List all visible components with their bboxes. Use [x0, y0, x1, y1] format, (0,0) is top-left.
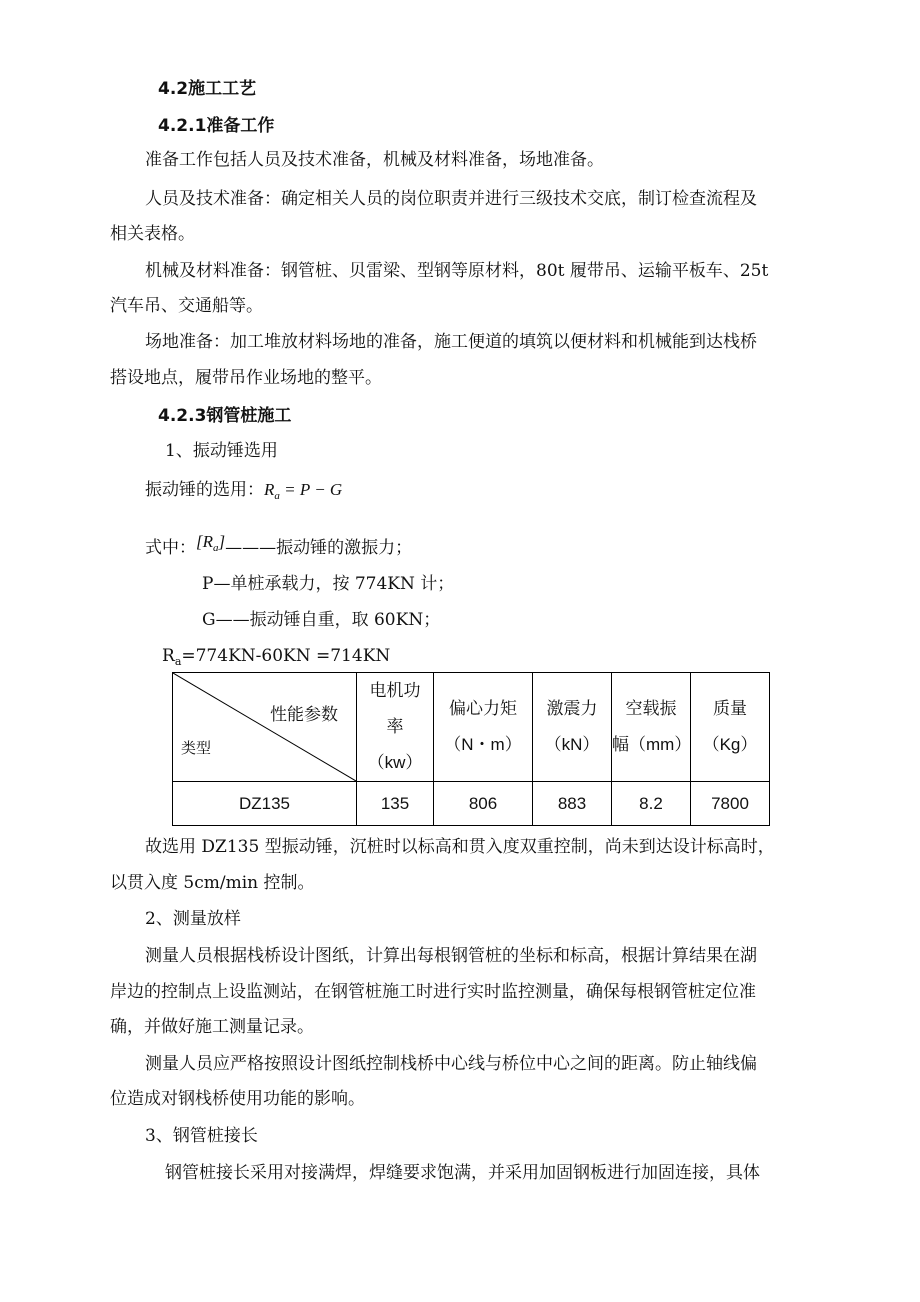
cell-force: 883 [533, 782, 612, 826]
force-header-line2: （kN） [544, 735, 600, 754]
cell-type: DZ135 [173, 782, 357, 826]
power-header-line2: 率 [386, 717, 404, 736]
paragraph-site-2: 搭设地点，履带吊作业场地的整平。 [110, 368, 382, 388]
subsection-3: 3、钢管桩接长 [145, 1126, 258, 1146]
definition-p: P—单桩承载力，按 774KN 计； [202, 574, 455, 594]
heading-4-2-3: 4.2.3钢管桩施工 [158, 406, 292, 426]
formula-label: 振动锤的选用： [145, 480, 264, 500]
heading-4-2-1: 4.2.1准备工作 [158, 116, 275, 136]
definition-symbol: $[R_a]$ [196, 532, 226, 554]
cell-moment: 806 [434, 782, 533, 826]
column-header-moment [434, 673, 533, 782]
paragraph-personnel-1: 人员及技术准备：确定相关人员的岗位职责并进行三级技术交底，制订检查流程及 [145, 189, 757, 209]
cell-power: 135 [357, 782, 434, 826]
definition-ra-text: ———振动锤的激振力； [225, 538, 413, 558]
header-param-label: 性能参数 [270, 705, 338, 724]
paragraph-selection-1: 故选用 DZ135 型振动锤，沉桩时以标高和贯入度双重控制，尚未到达设计标高时， [145, 837, 775, 857]
definition-g: G——振动锤自重，取 60KN； [202, 610, 441, 630]
column-header-power [357, 673, 434, 782]
table-row [173, 782, 770, 826]
paragraph-site-1: 场地准备：加工堆放材料场地的准备，施工便道的填筑以便材料和机械能到达栈桥 [145, 332, 757, 352]
mass-header-line1: 质量 [713, 699, 747, 718]
calculation-line: $R_a=774KN-60KN =714KN$ [162, 646, 391, 668]
paragraph-selection-2: 以贯入度 5cm/min 控制。 [110, 873, 315, 893]
definition-prefix: 式中： [145, 538, 196, 558]
paragraph-axis-2: 位造成对钢栈桥使用功能的影响。 [110, 1089, 365, 1109]
force-header-line1: 激震力 [546, 699, 598, 718]
table-diagonal-header [173, 673, 357, 782]
amplitude-header-line1: 空载振 [625, 699, 677, 718]
power-header-line3: （kw） [367, 753, 423, 772]
formula-expression: $R_a = P - G$ [264, 480, 343, 502]
paragraph-survey-2: 岸边的控制点上设监测站，在钢管桩施工时进行实时监控测量，确保每根钢管桩定位准 [110, 982, 756, 1002]
column-header-mass [691, 673, 770, 782]
amplitude-header-line2: 幅（mm） [612, 735, 692, 754]
paragraph-splice: 钢管桩接长采用对接满焊，焊缝要求饱满，并采用加固钢板进行加固连接，具体 [165, 1163, 760, 1183]
diagonal-line [173, 673, 356, 781]
heading-4-2: 4.2施工工艺 [158, 79, 257, 99]
vibration-hammer-table [172, 672, 770, 826]
paragraph-machinery-2: 汽车吊、交通船等。 [110, 296, 263, 316]
formula-line [145, 479, 342, 507]
header-type-label: 类型 [181, 740, 212, 757]
paragraph-machinery-1: 机械及材料准备：钢管桩、贝雷梁、型钢等原材料，80t 履带吊、运输平板车、25t [145, 261, 769, 281]
definition-ra [145, 532, 413, 565]
paragraph-survey-1: 测量人员根据栈桥设计图纸，计算出每根钢管桩的坐标和标高，根据计算结果在湖 [145, 946, 757, 966]
moment-header-line2: （N・m） [444, 735, 522, 754]
table-header-row [173, 673, 770, 782]
moment-header-line1: 偏心力矩 [449, 699, 517, 718]
cell-mass: 7800 [691, 782, 770, 826]
subsection-1: 1、振动锤选用 [165, 441, 278, 461]
power-header-line1: 电机功 [369, 681, 421, 700]
paragraph-axis-1: 测量人员应严格按照设计图纸控制栈桥中心线与桥位中心之间的距离。防止轴线偏 [145, 1054, 757, 1074]
paragraph-survey-3: 确，并做好施工测量记录。 [110, 1017, 314, 1037]
paragraph-personnel-2: 相关表格。 [110, 224, 195, 244]
paragraph-prep-intro: 准备工作包括人员及技术准备，机械及材料准备，场地准备。 [145, 150, 604, 170]
cell-amplitude: 8.2 [612, 782, 691, 826]
column-header-force [533, 673, 612, 782]
column-header-amplitude [612, 673, 691, 782]
mass-header-line2: （Kg） [702, 735, 758, 754]
subsection-2: 2、测量放样 [145, 909, 241, 929]
